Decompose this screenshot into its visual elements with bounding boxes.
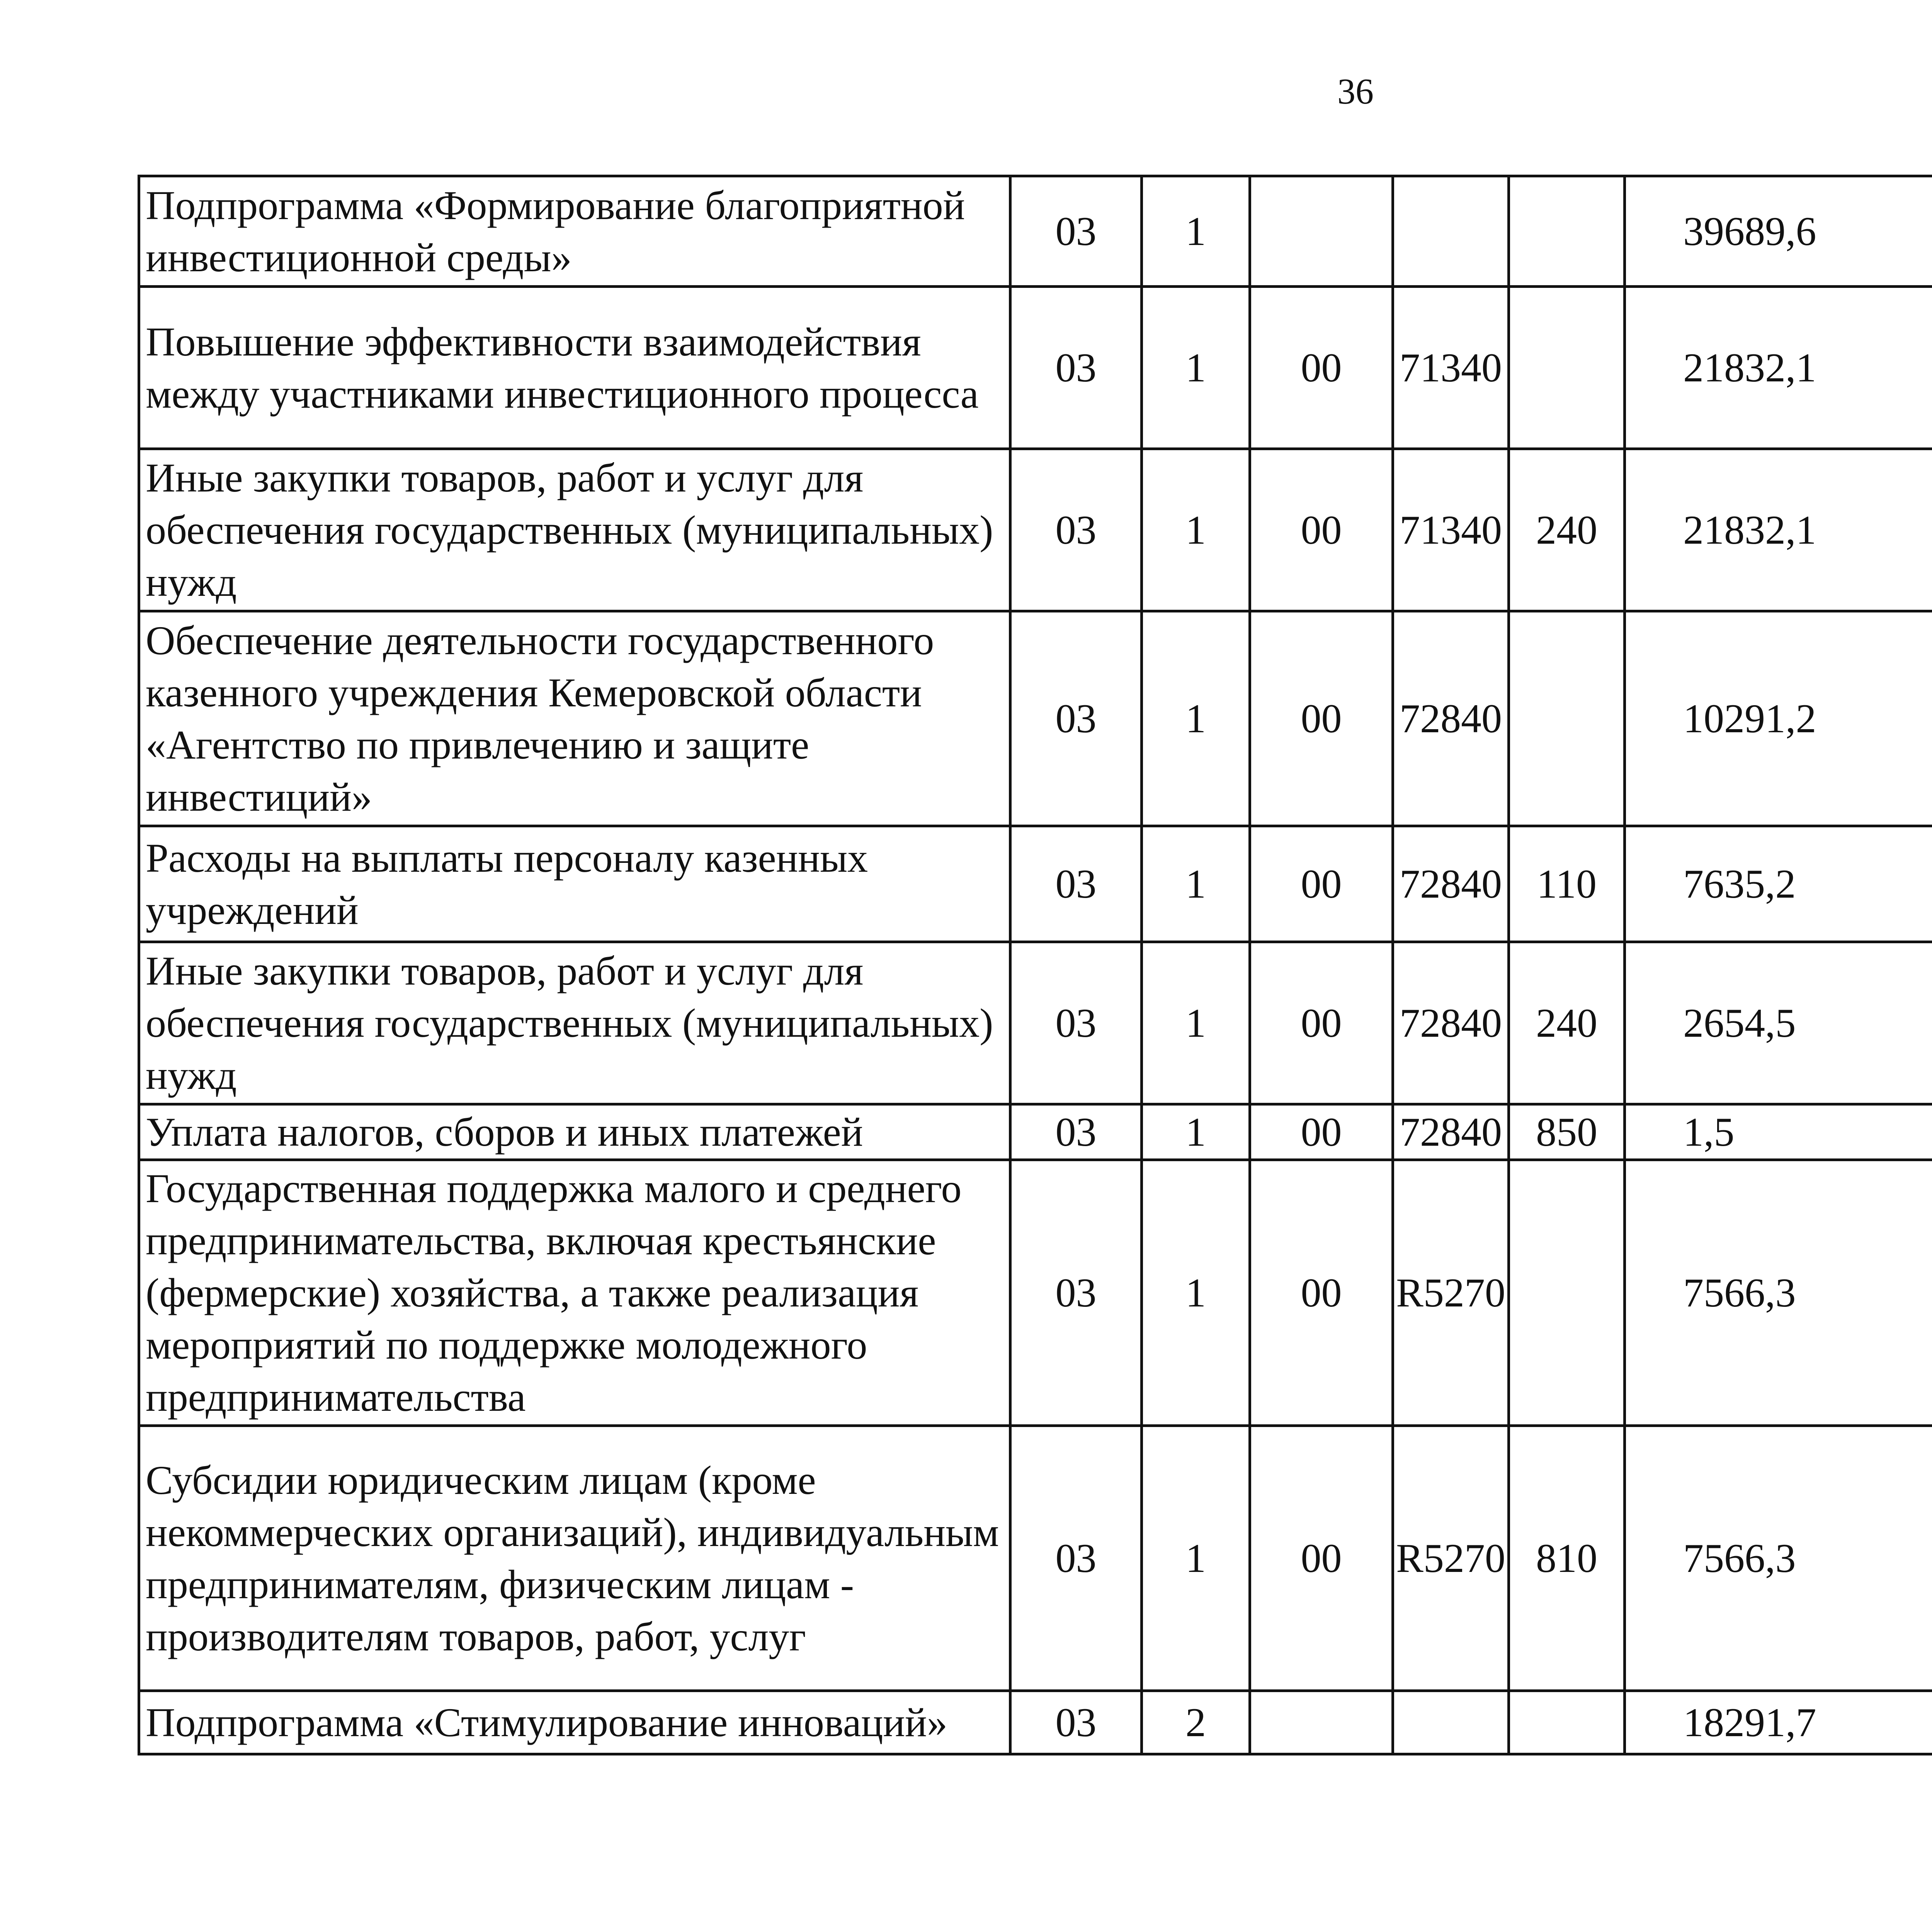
amount-cell-1: 18291,7 — [1625, 1691, 1932, 1754]
event-code-cell — [1250, 1691, 1393, 1754]
amount-cell-1: 39689,6 — [1625, 176, 1932, 287]
row-name-cell: Повышение эффективности взаимодействия между участниками инвестиционного процесса — [139, 287, 1010, 449]
subprogram-code-cell: 1 — [1142, 826, 1250, 942]
table-row — [139, 1691, 1932, 1754]
section-code-cell: 03 — [1010, 449, 1142, 611]
subprogram-code-cell: 1 — [1142, 1104, 1250, 1160]
page-number: 36 — [1337, 71, 1374, 112]
direction-code-cell: 71340 — [1393, 287, 1509, 449]
subprogram-code-cell: 1 — [1142, 1160, 1250, 1426]
expense-type-cell — [1509, 287, 1625, 449]
budget-table — [138, 175, 1932, 1755]
event-code-cell: 00 — [1250, 1426, 1393, 1691]
section-code-cell: 03 — [1010, 611, 1142, 826]
section-code-cell: 03 — [1010, 826, 1142, 942]
amount-cell-1: 21832,1 — [1625, 287, 1932, 449]
table-row — [139, 1426, 1932, 1691]
expense-type-cell: 110 — [1509, 826, 1625, 942]
direction-code-cell: R5270 — [1393, 1160, 1509, 1426]
table-row — [139, 449, 1932, 611]
row-name-cell: Подпрограмма «Формирование благоприятной инвестиционной среды» — [139, 176, 1010, 287]
subprogram-code-cell: 1 — [1142, 176, 1250, 287]
direction-code-cell: 72840 — [1393, 611, 1509, 826]
subprogram-code-cell: 1 — [1142, 942, 1250, 1104]
row-name-cell: Иные закупки товаров, работ и услуг для обеспечения государственных (муниципальных) нужд — [139, 449, 1010, 611]
direction-code-cell: 72840 — [1393, 1104, 1509, 1160]
row-name-cell: Подпрограмма «Стимулирование инноваций» — [139, 1691, 1010, 1754]
table-row — [139, 826, 1932, 942]
expense-type-cell: 240 — [1509, 942, 1625, 1104]
subprogram-code-cell: 2 — [1142, 1691, 1250, 1754]
subprogram-code-cell: 1 — [1142, 449, 1250, 611]
table-row — [139, 611, 1932, 826]
event-code-cell: 00 — [1250, 942, 1393, 1104]
row-name-cell: Расходы на выплаты персоналу казенных учреждений — [139, 826, 1010, 942]
row-name-cell: Субсидии юридическим лицам (кроме некоммерческих организаций), индивидуальным предпринимателям, физическим лицам - производителям товаров, работ, услуг — [139, 1426, 1010, 1691]
direction-code-cell: 72840 — [1393, 942, 1509, 1104]
event-code-cell: 00 — [1250, 1160, 1393, 1426]
direction-code-cell — [1393, 1691, 1509, 1754]
table-row — [139, 942, 1932, 1104]
event-code-cell — [1250, 176, 1393, 287]
direction-code-cell: 71340 — [1393, 449, 1509, 611]
expense-type-cell — [1509, 1160, 1625, 1426]
section-code-cell: 03 — [1010, 176, 1142, 287]
section-code-cell: 03 — [1010, 1104, 1142, 1160]
event-code-cell: 00 — [1250, 611, 1393, 826]
event-code-cell: 00 — [1250, 287, 1393, 449]
subprogram-code-cell: 1 — [1142, 287, 1250, 449]
row-name-cell: Государственная поддержка малого и среднего предпринимательства, включая крестьянские (фермерские) хозяйства, а также реализация мероприятий по поддержке молодежного предпринимательства — [139, 1160, 1010, 1426]
table-row — [139, 176, 1932, 287]
amount-cell-1: 21832,1 — [1625, 449, 1932, 611]
event-code-cell: 00 — [1250, 826, 1393, 942]
amount-cell-1: 7566,3 — [1625, 1426, 1932, 1691]
subprogram-code-cell: 1 — [1142, 611, 1250, 826]
section-code-cell: 03 — [1010, 1426, 1142, 1691]
expense-type-cell: 810 — [1509, 1426, 1625, 1691]
event-code-cell: 00 — [1250, 1104, 1393, 1160]
amount-cell-1: 2654,5 — [1625, 942, 1932, 1104]
table-row — [139, 1104, 1932, 1160]
direction-code-cell: R5270 — [1393, 1426, 1509, 1691]
row-name-cell: Обеспечение деятельности государственного казенного учреждения Кемеровской области «Агентство по привлечению и защите инвестиций» — [139, 611, 1010, 826]
section-code-cell: 03 — [1010, 942, 1142, 1104]
event-code-cell: 00 — [1250, 449, 1393, 611]
table-row — [139, 1160, 1932, 1426]
amount-cell-1: 7566,3 — [1625, 1160, 1932, 1426]
expense-type-cell: 850 — [1509, 1104, 1625, 1160]
section-code-cell: 03 — [1010, 1691, 1142, 1754]
subprogram-code-cell: 1 — [1142, 1426, 1250, 1691]
row-name-cell: Уплата налогов, сборов и иных платежей — [139, 1104, 1010, 1160]
amount-cell-1: 1,5 — [1625, 1104, 1932, 1160]
row-name-cell: Иные закупки товаров, работ и услуг для обеспечения государственных (муниципальных) нужд — [139, 942, 1010, 1104]
table-row — [139, 287, 1932, 449]
section-code-cell: 03 — [1010, 287, 1142, 449]
direction-code-cell — [1393, 176, 1509, 287]
amount-cell-1: 10291,2 — [1625, 611, 1932, 826]
expense-type-cell — [1509, 176, 1625, 287]
section-code-cell: 03 — [1010, 1160, 1142, 1426]
expense-type-cell — [1509, 611, 1625, 826]
direction-code-cell: 72840 — [1393, 826, 1509, 942]
amount-cell-1: 7635,2 — [1625, 826, 1932, 942]
expense-type-cell — [1509, 1691, 1625, 1754]
expense-type-cell: 240 — [1509, 449, 1625, 611]
